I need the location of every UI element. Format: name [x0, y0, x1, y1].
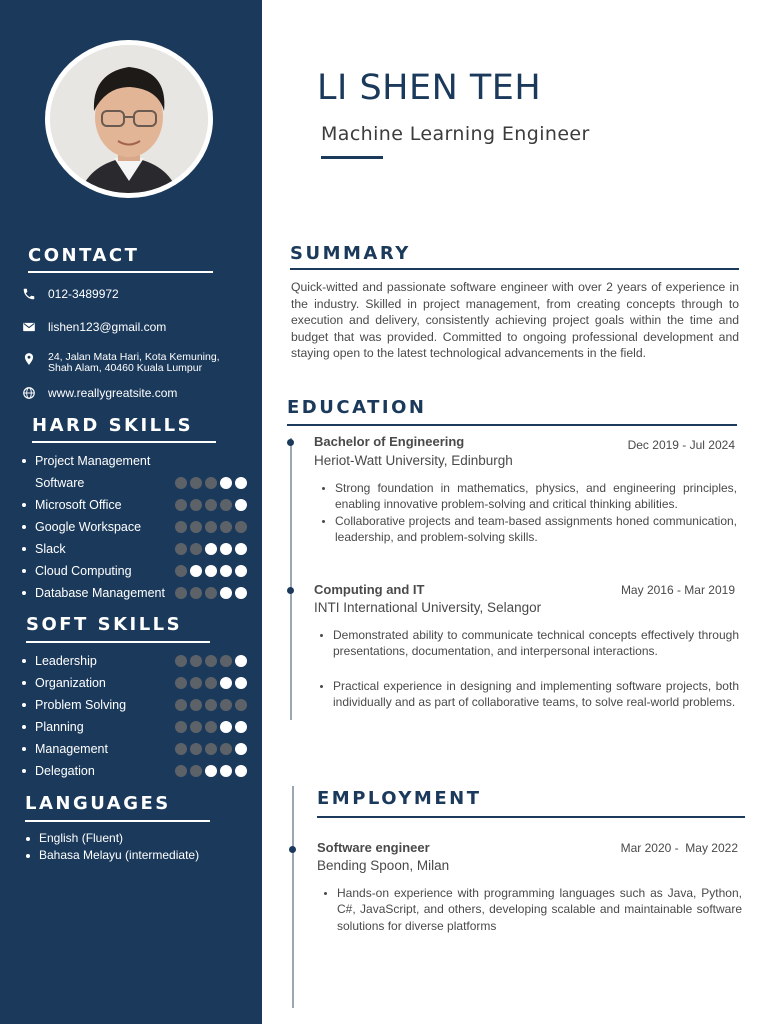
skill-rating: [172, 521, 247, 533]
rating-dot-filled: [235, 499, 247, 511]
employment-role: Software engineer: [317, 840, 430, 855]
rating-dot-filled: [235, 543, 247, 555]
list-item: [26, 847, 199, 864]
skill-rating: [172, 743, 247, 755]
contact-website: [22, 386, 177, 400]
list-item: [26, 830, 199, 847]
contact-divider: [28, 271, 213, 273]
address-text: 24, Jalan Mata Hari, Kota Kemuning, Shah Alam, 40460 Kuala Lumpur: [48, 351, 220, 374]
education-dates: Dec 2019 - Jul 2024: [627, 438, 735, 452]
skill-rating: [172, 565, 247, 577]
timeline-dot: [289, 846, 296, 853]
languages-heading: LANGUAGES: [25, 793, 171, 814]
rating-dot-empty: [175, 677, 187, 689]
rating-dot-empty: [190, 587, 202, 599]
rating-dot-filled: [205, 543, 217, 555]
rating-dot-empty: [175, 587, 187, 599]
rating-dot-empty: [205, 699, 217, 711]
rating-dot-empty: [175, 743, 187, 755]
title-underline: [321, 156, 383, 159]
skill-rating: [172, 477, 247, 489]
rating-dot-filled: [235, 565, 247, 577]
list-item: [22, 450, 247, 472]
rating-dot-empty: [175, 655, 187, 667]
employment-bullets: [317, 885, 742, 934]
contact-heading: CONTACT: [28, 245, 140, 266]
list-item: [22, 538, 247, 560]
rating-dot-empty: [190, 543, 202, 555]
list-item: [22, 494, 247, 516]
skill-label: Cloud Computing: [35, 564, 132, 578]
skill-rating: [172, 543, 247, 555]
rating-dot-filled: [220, 587, 232, 599]
rating-dot-filled: [235, 743, 247, 755]
list-item: [22, 560, 247, 582]
rating-dot-empty: [175, 499, 187, 511]
education-bullets: [315, 480, 737, 545]
list-item: [22, 650, 247, 672]
rating-dot-empty: [205, 677, 217, 689]
rating-dot-filled: [235, 477, 247, 489]
rating-dot-empty: [235, 699, 247, 711]
list-item: [22, 516, 247, 538]
rating-dot-empty: [205, 587, 217, 599]
skill-rating: [172, 677, 247, 689]
summary-heading: SUMMARY: [290, 243, 411, 264]
education-bullets: [313, 627, 739, 710]
summary-text: Quick-witted and passionate software engineer with over 2 years of experience in the industry. Skilled in project management, from creating concepts through to execution and delivery, consistently achieving project goals within the time and budget that was provided. Committed to ongoing professional development and staying open to the latest technological advancements in the field.: [291, 280, 739, 360]
rating-dot-empty: [190, 765, 202, 777]
soft-skills-list: [22, 650, 247, 782]
rating-dot-filled: [205, 765, 217, 777]
rating-dot-empty: [205, 655, 217, 667]
phone-icon: [22, 287, 36, 301]
candidate-name: LI SHEN TEH: [317, 68, 542, 108]
rating-dot-filled: [220, 565, 232, 577]
list-item: [22, 582, 247, 604]
soft-skills-heading: SOFT SKILLS: [26, 614, 183, 635]
skill-label: Google Workspace: [35, 520, 142, 534]
rating-dot-filled: [220, 721, 232, 733]
hard-skills-divider: [32, 441, 216, 443]
rating-dot-empty: [175, 721, 187, 733]
map-pin-icon: [22, 352, 36, 366]
sidebar: [0, 0, 262, 1024]
rating-dot-empty: [205, 477, 217, 489]
rating-dot-filled: [235, 721, 247, 733]
rating-dot-empty: [190, 721, 202, 733]
employment-dates: Mar 2020 - May 2022: [620, 841, 738, 855]
website-text: www.reallygreatsite.com: [48, 386, 178, 400]
rating-dot-empty: [175, 477, 187, 489]
email-text: lishen123@gmail.com: [48, 320, 167, 334]
contact-address: [22, 352, 220, 374]
rating-dot-empty: [220, 743, 232, 755]
rating-dot-empty: [205, 721, 217, 733]
list-item: Demonstrated ability to communicate technical concepts effectively through presentations, documentation, and interpersonal interactions.: [313, 627, 739, 660]
education-school: Heriot-Watt University, Edinburgh: [314, 453, 513, 468]
skill-label: Delegation: [35, 764, 95, 778]
list-item: Collaborative projects and team-based assignments honed communication, leadership, and problem-solving skills.: [315, 513, 737, 546]
education-degree: Computing and IT: [314, 582, 425, 597]
skill-rating: [172, 699, 247, 711]
rating-dot-empty: [190, 743, 202, 755]
rating-dot-filled: [220, 765, 232, 777]
list-item: [22, 738, 247, 760]
education-heading: EDUCATION: [287, 397, 427, 418]
list-item: [22, 672, 247, 694]
hard-skills-list: [22, 450, 247, 604]
skill-label: Problem Solving: [35, 698, 127, 712]
skill-rating: [172, 499, 247, 511]
employment-heading: EMPLOYMENT: [317, 788, 482, 809]
envelope-icon: [22, 320, 36, 334]
rating-dot-filled: [220, 477, 232, 489]
soft-skills-divider: [26, 641, 210, 643]
rating-dot-filled: [235, 765, 247, 777]
skill-rating: [172, 655, 247, 667]
rating-dot-empty: [205, 521, 217, 533]
list-item: [22, 694, 247, 716]
rating-dot-empty: [175, 521, 187, 533]
skill-label-continuation: Software: [35, 476, 85, 490]
hard-skills-heading: HARD SKILLS: [32, 415, 194, 436]
list-item: [22, 472, 247, 494]
portrait-image: [50, 45, 208, 193]
list-item: Practical experience in designing and implementing software projects, both individually and as part of collaborative teams, to solve real-world problems.: [313, 678, 739, 711]
education-school: INTI International University, Selangor: [314, 600, 542, 615]
rating-dot-empty: [175, 565, 187, 577]
rating-dot-filled: [220, 677, 232, 689]
languages-list: [26, 830, 199, 864]
skill-label: Organization: [35, 676, 106, 690]
list-item: [22, 716, 247, 738]
education-dates: May 2016 - Mar 2019: [620, 583, 735, 597]
language-label: English (Fluent): [39, 831, 124, 845]
language-label: Bahasa Melayu (intermediate): [39, 848, 200, 862]
rating-dot-empty: [205, 499, 217, 511]
list-item: Strong foundation in mathematics, physics, and engineering principles, enabling innovative problem-solving and critical thinking abilities.: [315, 480, 737, 513]
rating-dot-empty: [190, 699, 202, 711]
timeline-dot: [287, 439, 294, 446]
rating-dot-empty: [175, 699, 187, 711]
rating-dot-empty: [235, 521, 247, 533]
skill-label: Planning: [35, 720, 84, 734]
education-divider: [287, 424, 737, 426]
education-degree: Bachelor of Engineering: [314, 434, 465, 449]
list-item: Hands-on experience with programming languages such as Java, Python, C#, JavaScript, and others, developing scalable and maintainable software solutions for diverse platforms: [317, 885, 742, 934]
rating-dot-filled: [190, 565, 202, 577]
profile-photo: [45, 40, 213, 198]
skill-rating: [172, 765, 247, 777]
timeline-dot: [287, 587, 294, 594]
summary-divider: [290, 268, 739, 270]
job-title: Machine Learning Engineer: [321, 123, 590, 145]
rating-dot-filled: [235, 677, 247, 689]
rating-dot-empty: [190, 499, 202, 511]
languages-divider: [25, 820, 210, 822]
rating-dot-empty: [190, 677, 202, 689]
globe-icon: [22, 386, 36, 400]
employment-company: Bending Spoon, Milan: [317, 858, 450, 873]
rating-dot-empty: [220, 521, 232, 533]
employment-divider: [317, 816, 745, 818]
skill-label: Slack: [35, 542, 66, 556]
rating-dot-empty: [190, 521, 202, 533]
skill-rating: [172, 721, 247, 733]
rating-dot-empty: [175, 765, 187, 777]
skill-label: Microsoft Office: [35, 498, 122, 512]
rating-dot-filled: [220, 543, 232, 555]
skill-label: Project Management: [35, 454, 151, 468]
rating-dot-empty: [190, 477, 202, 489]
rating-dot-empty: [220, 655, 232, 667]
rating-dot-empty: [220, 499, 232, 511]
skill-label: Management: [35, 742, 108, 756]
contact-email: [22, 320, 166, 334]
skill-rating: [172, 587, 247, 599]
phone-text: 012-3489972: [48, 287, 119, 301]
rating-dot-empty: [205, 743, 217, 755]
contact-phone: [22, 287, 119, 301]
skill-label: Leadership: [35, 654, 97, 668]
rating-dot-empty: [190, 655, 202, 667]
rating-dot-filled: [205, 565, 217, 577]
skill-label: Database Management: [35, 586, 165, 600]
rating-dot-empty: [175, 543, 187, 555]
list-item: [22, 760, 247, 782]
rating-dot-filled: [235, 655, 247, 667]
employment-timeline: [292, 786, 294, 1008]
rating-dot-empty: [220, 699, 232, 711]
education-timeline: [290, 438, 292, 720]
rating-dot-filled: [235, 587, 247, 599]
